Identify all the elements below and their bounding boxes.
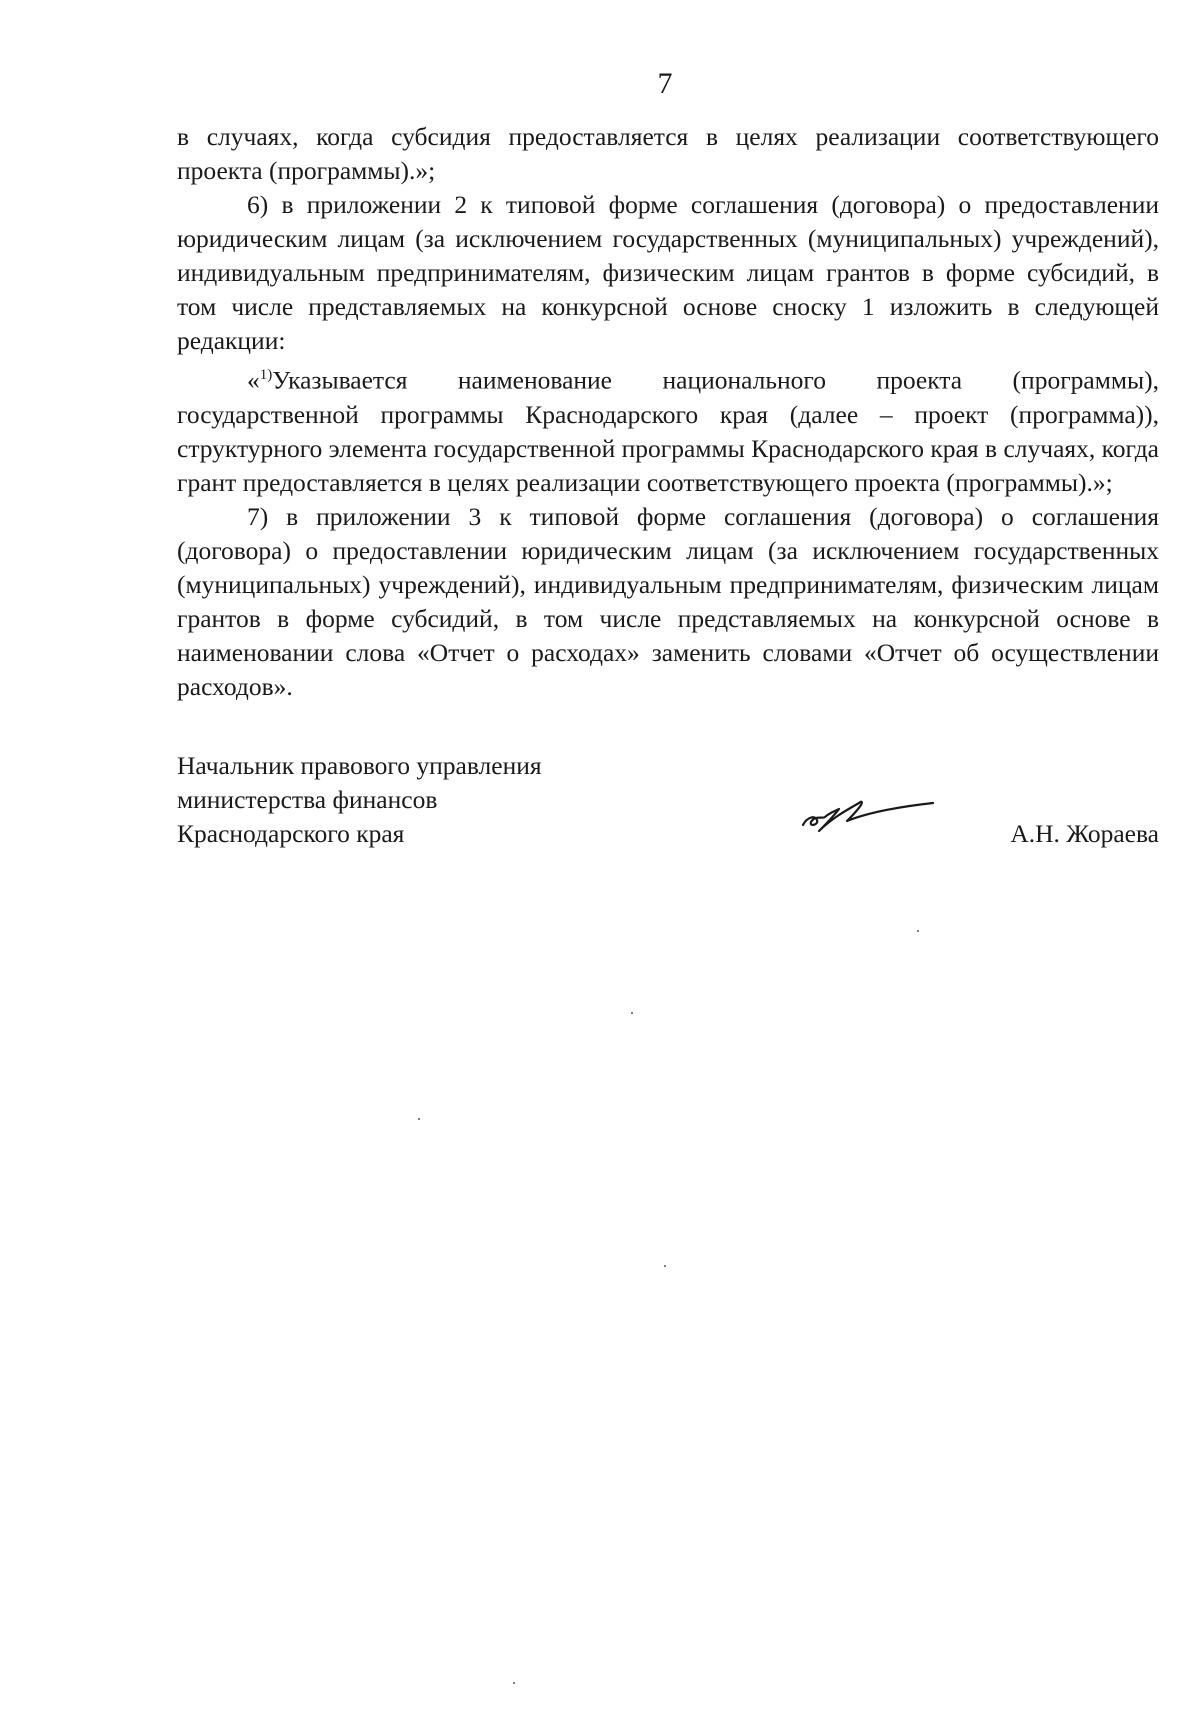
scan-speck [917, 930, 919, 932]
paragraph-item-7: 7) в приложении 3 к типовой форме соглашения (договора) о соглашения (договора) о предоставлении юридическим лицам (за исключением государственных (муниципальных) учреждений), индивидуальным предпринимателям, физическим лицам грантов в форме субсидий, в том числе представляемых на конкурсной основе в наименовании слова «Отчет о расходах» заменить словами «Отчет об осуществлении расходов». [177, 501, 1159, 701]
open-quote: « [247, 365, 260, 395]
document-body [177, 120, 1159, 704]
signer-position [177, 749, 542, 851]
scan-speck [513, 1682, 515, 1684]
scan-speck [664, 1265, 666, 1267]
signer-position-line-2: министерства финансов [177, 785, 438, 814]
paragraph-footnote-text [177, 358, 1159, 500]
footnote-body: Указывается наименование национального проекта (программы), государственной программы Краснодарского края (далее – проект (программа)), структурного элемента государственной программы Краснодарского края в случаях, когда грант предоставляется в целях реализации соответствующего проекта (программы).»; [177, 365, 1159, 497]
signer-name: А.Н. Жораева [1010, 819, 1159, 848]
footnote-marker: 1) [259, 367, 273, 383]
scan-speck [418, 1118, 420, 1120]
scan-speck [631, 1012, 633, 1014]
paragraph-continuation: в случаях, когда субсидия предоставляется в целях реализации соответствующего проекта (программы).»; [177, 122, 1159, 185]
paragraph-item-6: 6) в приложении 2 к типовой форме соглашения (договора) о предоставлении юридическим лицам (за исключением государственных (муниципальных) учреждений), индивидуальным предпринимателям, физическим лицам грантов в форме субсидий, в том числе представляемых на конкурсной основе сноску 1 изложить в следующей редакции: [177, 190, 1159, 355]
handwritten-signature-icon [797, 789, 937, 839]
signer-position-line-3: Краснодарского края [177, 819, 405, 848]
signer-position-line-1: Начальник правового управления [177, 751, 542, 780]
page-number: 7 [657, 67, 673, 100]
signature-block [177, 749, 1159, 859]
